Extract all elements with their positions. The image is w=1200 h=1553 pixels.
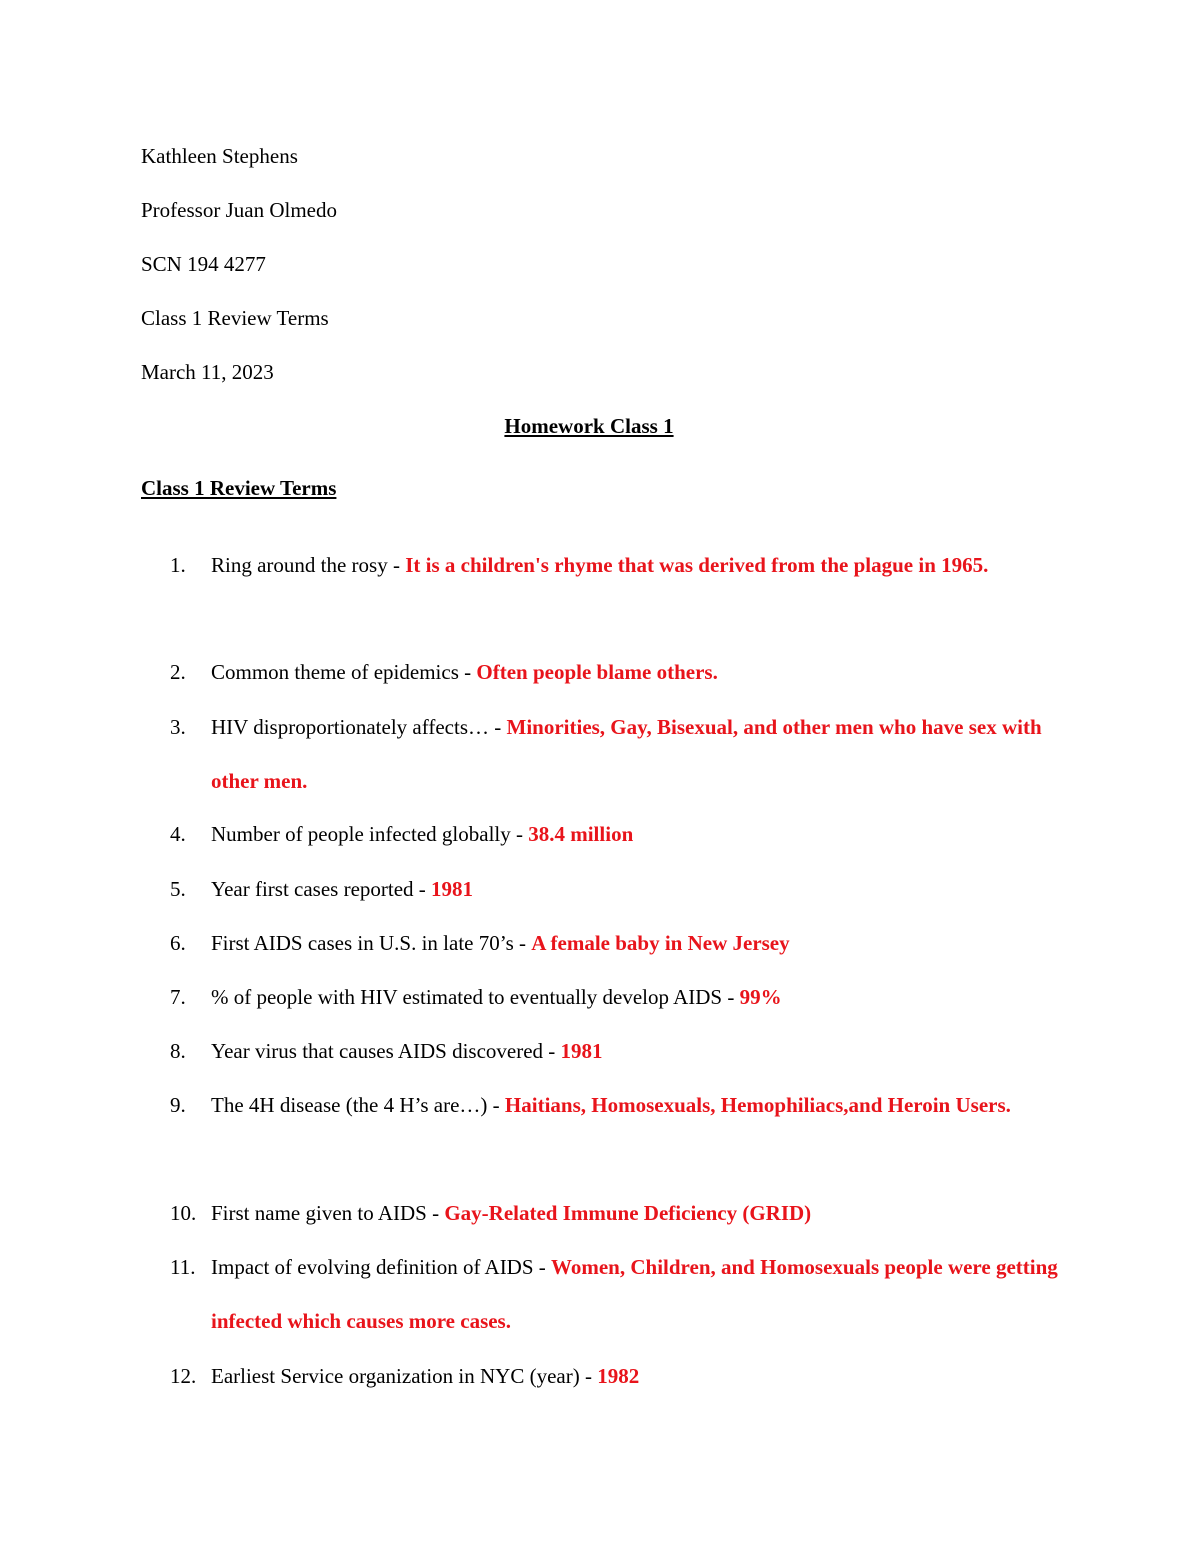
item-question: Year first cases reported -	[211, 877, 432, 901]
item-question: Common theme of epidemics -	[211, 660, 477, 684]
item-number: 11.	[170, 1255, 196, 1279]
student-name: Kathleen Stephens	[141, 144, 298, 168]
item-answer: Women, Children, and Homosexuals people were getting infected which causes more cases.	[211, 1255, 1058, 1333]
list-item	[170, 1078, 1070, 1132]
item-answer: Gay-Related Immune Deficiency (GRID)	[444, 1201, 812, 1225]
list-item	[170, 1349, 1070, 1403]
item-number: 3.	[170, 715, 186, 739]
item-answer: It is a children's rhyme that was derived from the plague in 1965.	[405, 553, 989, 577]
item-answer: Often people blame others.	[476, 660, 718, 684]
item-answer: 99%	[739, 985, 782, 1009]
item-answer: 1981	[560, 1039, 603, 1063]
list-item	[170, 1186, 1070, 1240]
course-code: SCN 194 4277	[141, 252, 266, 276]
item-number: 5.	[170, 877, 186, 901]
list-item	[170, 645, 1070, 699]
item-number: 1.	[170, 553, 186, 577]
item-number: 7.	[170, 985, 186, 1009]
document-date: March 11, 2023	[141, 360, 274, 384]
item-number: 4.	[170, 822, 186, 846]
item-answer: 1981	[431, 877, 474, 901]
list-item	[170, 862, 1070, 916]
page-title: Homework Class 1	[504, 414, 674, 438]
item-question: Year virus that causes AIDS discovered -	[211, 1039, 561, 1063]
list-item	[170, 1024, 1070, 1078]
professor-name: Professor Juan Olmedo	[141, 198, 337, 222]
list-item	[170, 700, 1070, 808]
item-answer: 1982	[597, 1364, 640, 1388]
list-item	[170, 807, 1070, 861]
item-question: Impact of evolving definition of AIDS -	[211, 1255, 552, 1279]
item-question: First name given to AIDS -	[211, 1201, 445, 1225]
item-number: 2.	[170, 660, 186, 684]
item-question: The 4H disease (the 4 H’s are…) -	[211, 1093, 505, 1117]
item-number: 10.	[170, 1201, 197, 1225]
item-question: Number of people infected globally -	[211, 822, 529, 846]
item-question: Earliest Service organization in NYC (year) -	[211, 1364, 598, 1388]
item-question: Ring around the rosy -	[211, 553, 406, 577]
item-number: 8.	[170, 1039, 186, 1063]
list-item	[170, 916, 1070, 970]
assignment-name: Class 1 Review Terms	[141, 306, 329, 330]
item-answer: A female baby in New Jersey	[531, 931, 790, 955]
item-question: % of people with HIV estimated to eventually develop AIDS -	[211, 985, 740, 1009]
item-answer: Minorities, Gay, Bisexual, and other men who have sex with other men.	[211, 715, 1042, 793]
item-number: 9.	[170, 1093, 186, 1117]
section-heading: Class 1 Review Terms	[141, 476, 337, 500]
item-question: HIV disproportionately affects… -	[211, 715, 507, 739]
item-question: First AIDS cases in U.S. in late 70’s -	[211, 931, 532, 955]
list-item	[170, 970, 1070, 1024]
item-number: 12.	[170, 1364, 197, 1388]
item-answer: 38.4 million	[528, 822, 634, 846]
list-item	[170, 538, 1070, 592]
item-number: 6.	[170, 931, 186, 955]
list-item	[170, 1240, 1070, 1348]
item-answer: Haitians, Homosexuals, Hemophiliacs,and Heroin Users.	[504, 1093, 1011, 1117]
